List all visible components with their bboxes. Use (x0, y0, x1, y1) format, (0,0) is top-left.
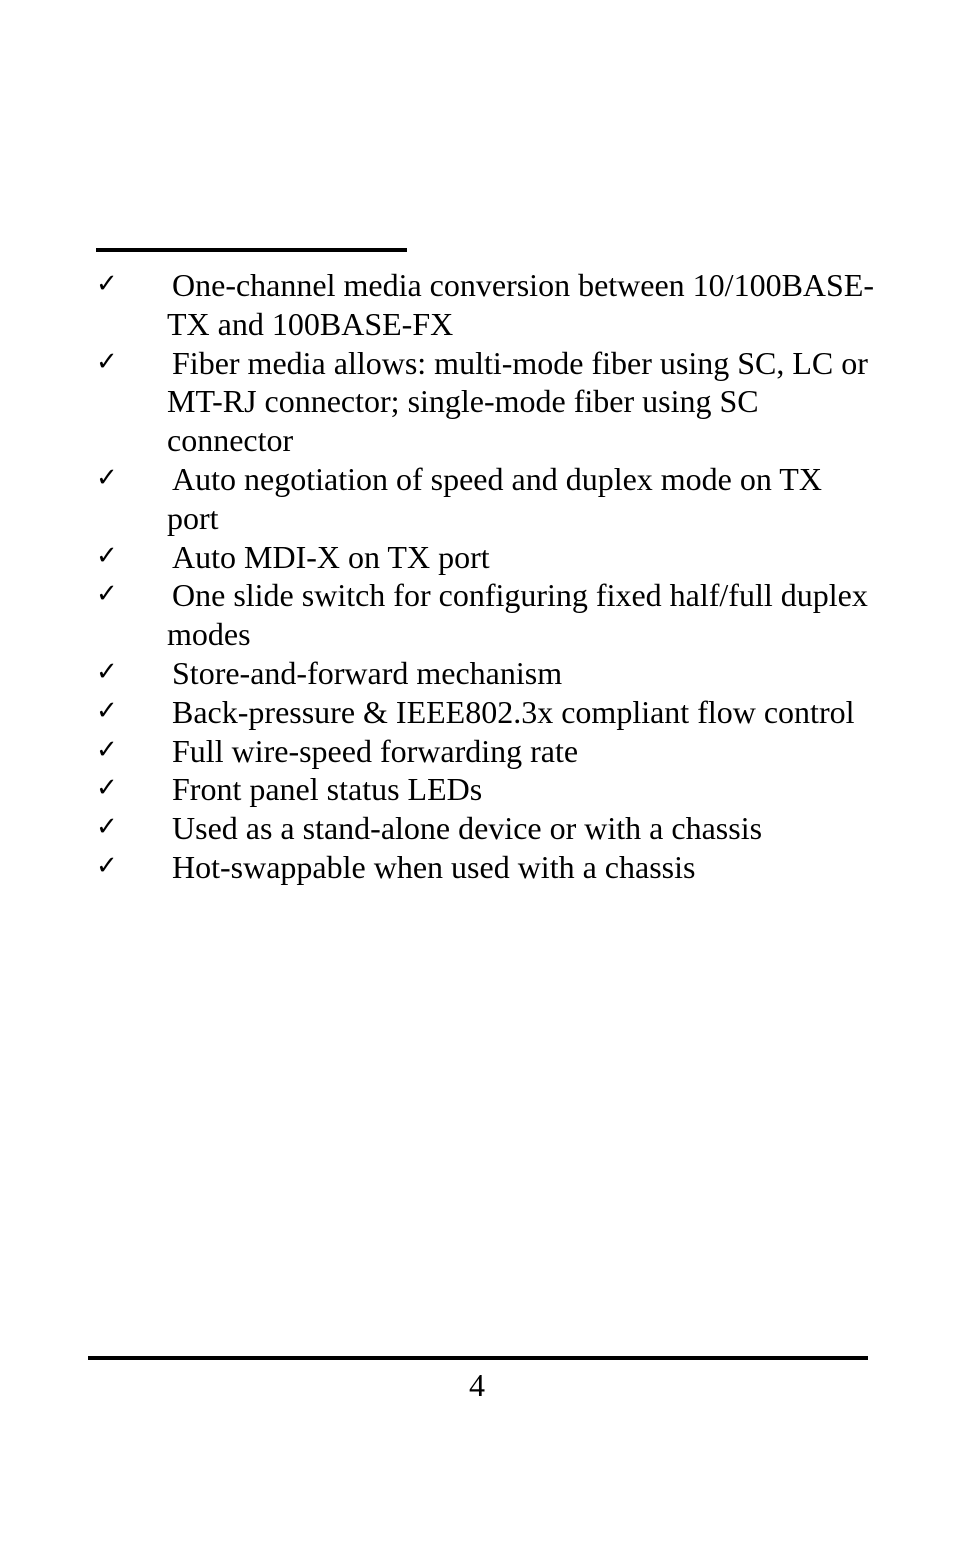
section-heading-rule (96, 248, 407, 252)
checkmark-icon: ✓ (96, 656, 118, 687)
checkmark-icon: ✓ (96, 695, 118, 726)
list-item (96, 344, 876, 460)
feature-text: Store-and-forward mechanism (172, 654, 563, 691)
feature-text: One-channel media conversion between 10/100BASE-TX and 100BASE-FX (167, 267, 875, 342)
feature-list (96, 266, 876, 887)
footer-rule (88, 1356, 868, 1360)
page-number: 4 (469, 1367, 485, 1403)
list-item (96, 654, 876, 693)
checkmark-icon: ✓ (96, 540, 118, 571)
checkmark-icon: ✓ (96, 579, 118, 610)
feature-text: Auto negotiation of speed and duplex mode on TX port (167, 460, 822, 536)
checkmark-icon: ✓ (96, 462, 118, 493)
checkmark-icon: ✓ (96, 734, 118, 765)
feature-text: Auto MDI-X on TX port (172, 538, 490, 575)
list-item (96, 576, 876, 654)
list-item (96, 460, 876, 538)
list-item (96, 770, 876, 809)
list-item (96, 809, 876, 848)
checkmark-icon: ✓ (96, 773, 118, 804)
feature-text: Front panel status LEDs (172, 771, 483, 808)
checkmark-icon: ✓ (96, 269, 118, 299)
list-item (96, 848, 876, 887)
checkmark-icon: ✓ (96, 812, 118, 843)
checkmark-icon: ✓ (96, 850, 118, 881)
feature-text: Hot-swappable when used with a chassis (172, 848, 696, 885)
feature-text: Back-pressure & IEEE802.3x compliant flow control (172, 693, 855, 730)
feature-text: Full wire-speed forwarding rate (172, 732, 579, 769)
feature-text: One slide switch for configuring fixed half/full duplex modes (167, 577, 868, 653)
feature-text: Fiber media allows: multi-mode fiber using SC, LC or MT-RJ connector; single-mode fiber using SC connector (167, 344, 868, 459)
list-item (96, 266, 876, 344)
list-item (96, 538, 876, 577)
checkmark-icon: ✓ (96, 346, 118, 377)
list-item (96, 732, 876, 771)
feature-text: Used as a stand-alone device or with a chassis (172, 810, 763, 847)
list-item (96, 693, 876, 732)
